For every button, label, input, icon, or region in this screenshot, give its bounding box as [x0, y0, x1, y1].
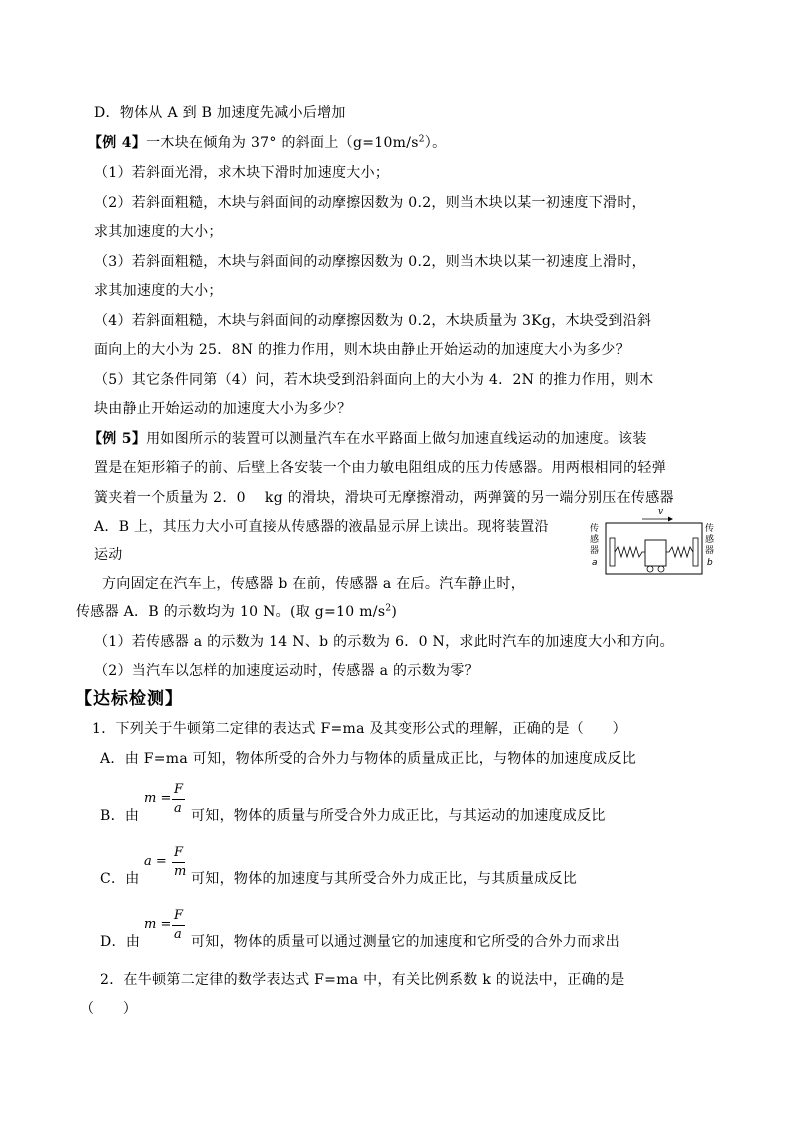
example-5-line6: 方向固定在汽车上，传感器 b 在前，传感器 a 在后。汽车静止时， [102, 576, 526, 592]
formula-numerator: F [174, 782, 184, 797]
section-heading: 【达标检测】 [75, 689, 183, 709]
example-5-text: 用如图所示的装置可以测量汽车在水平路面上做匀加速直线运动的加速度。该装 [146, 431, 647, 447]
sensor-a-label: a [592, 558, 598, 568]
option-d-line: D．物体从 A 到 B 加速度先减小后增加 [94, 105, 346, 121]
question-1-option-d-prefix: D．由 [100, 934, 141, 950]
example-5-line2: 置是在矩形箱子的前、后壁上各安装一个由力敏电阻组成的压力传感器。用两根相同的轻弹 [94, 460, 666, 476]
formula-denominator: a [174, 927, 182, 942]
example-5-line7-end: ) [391, 604, 398, 620]
example-4-tag: 【例 4】 [88, 135, 147, 151]
example-4-stem [88, 134, 446, 152]
formula-denominator: m [174, 864, 187, 879]
left-spring [615, 547, 645, 557]
example-5-line3: 簧夹着一个质量为 2．0 kg 的滑块，滑块可无摩擦滑动，两弹簧的另一端分别压在传感器 [94, 490, 674, 506]
velocity-label: v [658, 507, 664, 517]
formula-lhs: m = [144, 917, 172, 932]
formula-numerator: F [174, 908, 184, 923]
example-5-line7 [76, 603, 397, 621]
question-1-option-b-text: 可知，物体的质量与所受合外力成正比，与其运动的加速度成反比 [191, 808, 606, 824]
question-2-stem: 2．在牛顿第二定律的数学表达式 F=ma 中，有关比例系数 k 的说法中，正确的是 [100, 972, 625, 988]
formula-lhs: a = [144, 854, 167, 869]
fraction-bar [172, 925, 185, 926]
example-4-q4-line1: （4）若斜面粗糙，木块与斜面间的动摩擦因数为 0.2，木块质量为 3Kg，木块受到沿斜 [94, 313, 652, 329]
example-5-q1: （1）若传感器 a 的示数为 14 N、b 的示数为 6．0 N，求此时汽车的加速度大小和方向。 [94, 634, 674, 650]
example-4-q4-line2: 面向上的大小为 25．8N 的推力作用，则木块由静止开始运动的加速度大小为多少？ [94, 342, 630, 358]
example-4-q3-line2: 求其加速度的大小； [94, 283, 223, 299]
question-1-option-b-prefix: B．由 [100, 808, 140, 824]
question-1-option-a: A．由 F=ma 可知，物体所受的合外力与物体的质量成正比，与物体的加速度成反比 [100, 751, 637, 767]
left-label-char: 感 [590, 535, 600, 545]
formula-denominator: a [174, 801, 182, 816]
left-label-char: 传 [590, 524, 600, 534]
example-4-q2-line2: 求其加速度的大小； [94, 224, 223, 240]
question-1-stem: 1．下列关于牛顿第二定律的表达式 F=ma 及其变形公式的理解，正确的是（ ） [92, 721, 627, 737]
example-4-q2-line1: （2）若斜面粗糙，木块与斜面间的动摩擦因数为 0.2，则当木块以某一初速度下滑时， [94, 195, 646, 211]
formula-a-equals-f-over-m [144, 845, 189, 885]
slider-block [645, 540, 666, 566]
question-1-option-c-prefix: C．由 [100, 871, 140, 887]
example-5-q2: （2）当汽车以怎样的加速度运动时，传感器 a 的示数为零？ [94, 663, 479, 679]
question-2-answer-paren: （ ） [80, 1001, 138, 1017]
example-5-line7-text: 传感器 A．B 的示数均为 10 N。(取 g=10 m/s [76, 604, 386, 620]
right-label-char: 传 [705, 524, 715, 534]
sensor-b-label: b [707, 558, 713, 568]
example-4-stem-text: 一木块在倾角为 37° 的斜面上（g=10m/s [146, 135, 419, 151]
example-5-line4: A．B 上，其压力大小可直接从传感器的液晶显示屏上读出。现将装置沿 [94, 519, 549, 535]
example-4-q1: （1）若斜面光滑，求木块下滑时加速度大小； [94, 165, 390, 181]
sensor-a-plate [610, 538, 615, 566]
velocity-arrowhead [668, 517, 673, 522]
example-4-q5-line1: （5）其它条件同第（4）问，若木块受到沿斜面向上的大小为 4．2N 的推力作用，则木 [94, 372, 654, 388]
right-spring [666, 547, 693, 557]
fraction-bar [172, 862, 185, 863]
question-1-option-c-text: 可知，物体的加速度与其所受合外力成正比，与其质量成反比 [191, 871, 578, 887]
formula-m-equals-f-over-a [144, 782, 189, 822]
right-label-char: 感 [705, 535, 715, 545]
question-1-option-d-text: 可知，物体的质量可以通过测量它的加速度和它所受的合外力而求出 [191, 934, 620, 950]
fraction-bar [172, 799, 185, 800]
exponent: 2 [385, 603, 392, 614]
exponent: 2 [418, 134, 425, 145]
example-5-tag: 【例 5】 [88, 431, 147, 447]
formula-numerator: F [174, 845, 184, 860]
example-4-q5-line2: 块由静止开始运动的加速度大小为多少？ [94, 401, 352, 417]
example-4-stem-end: ）。 [424, 135, 447, 151]
formula-m-equals-f-over-a [144, 908, 189, 948]
example-5-line1 [88, 430, 647, 448]
slider-wheel [647, 566, 653, 572]
formula-lhs: m = [144, 791, 172, 806]
slider-wheel [658, 566, 664, 572]
sensor-box-diagram [588, 506, 718, 580]
sensor-b-plate [693, 538, 698, 566]
left-label-char: 器 [590, 546, 600, 556]
right-label-char: 器 [705, 546, 715, 556]
example-5-line5: 运动 [94, 547, 123, 563]
example-4-q3-line1: （3）若斜面粗糙，木块与斜面间的动摩擦因数为 0.2，则当木块以某一初速度上滑时， [94, 254, 646, 270]
